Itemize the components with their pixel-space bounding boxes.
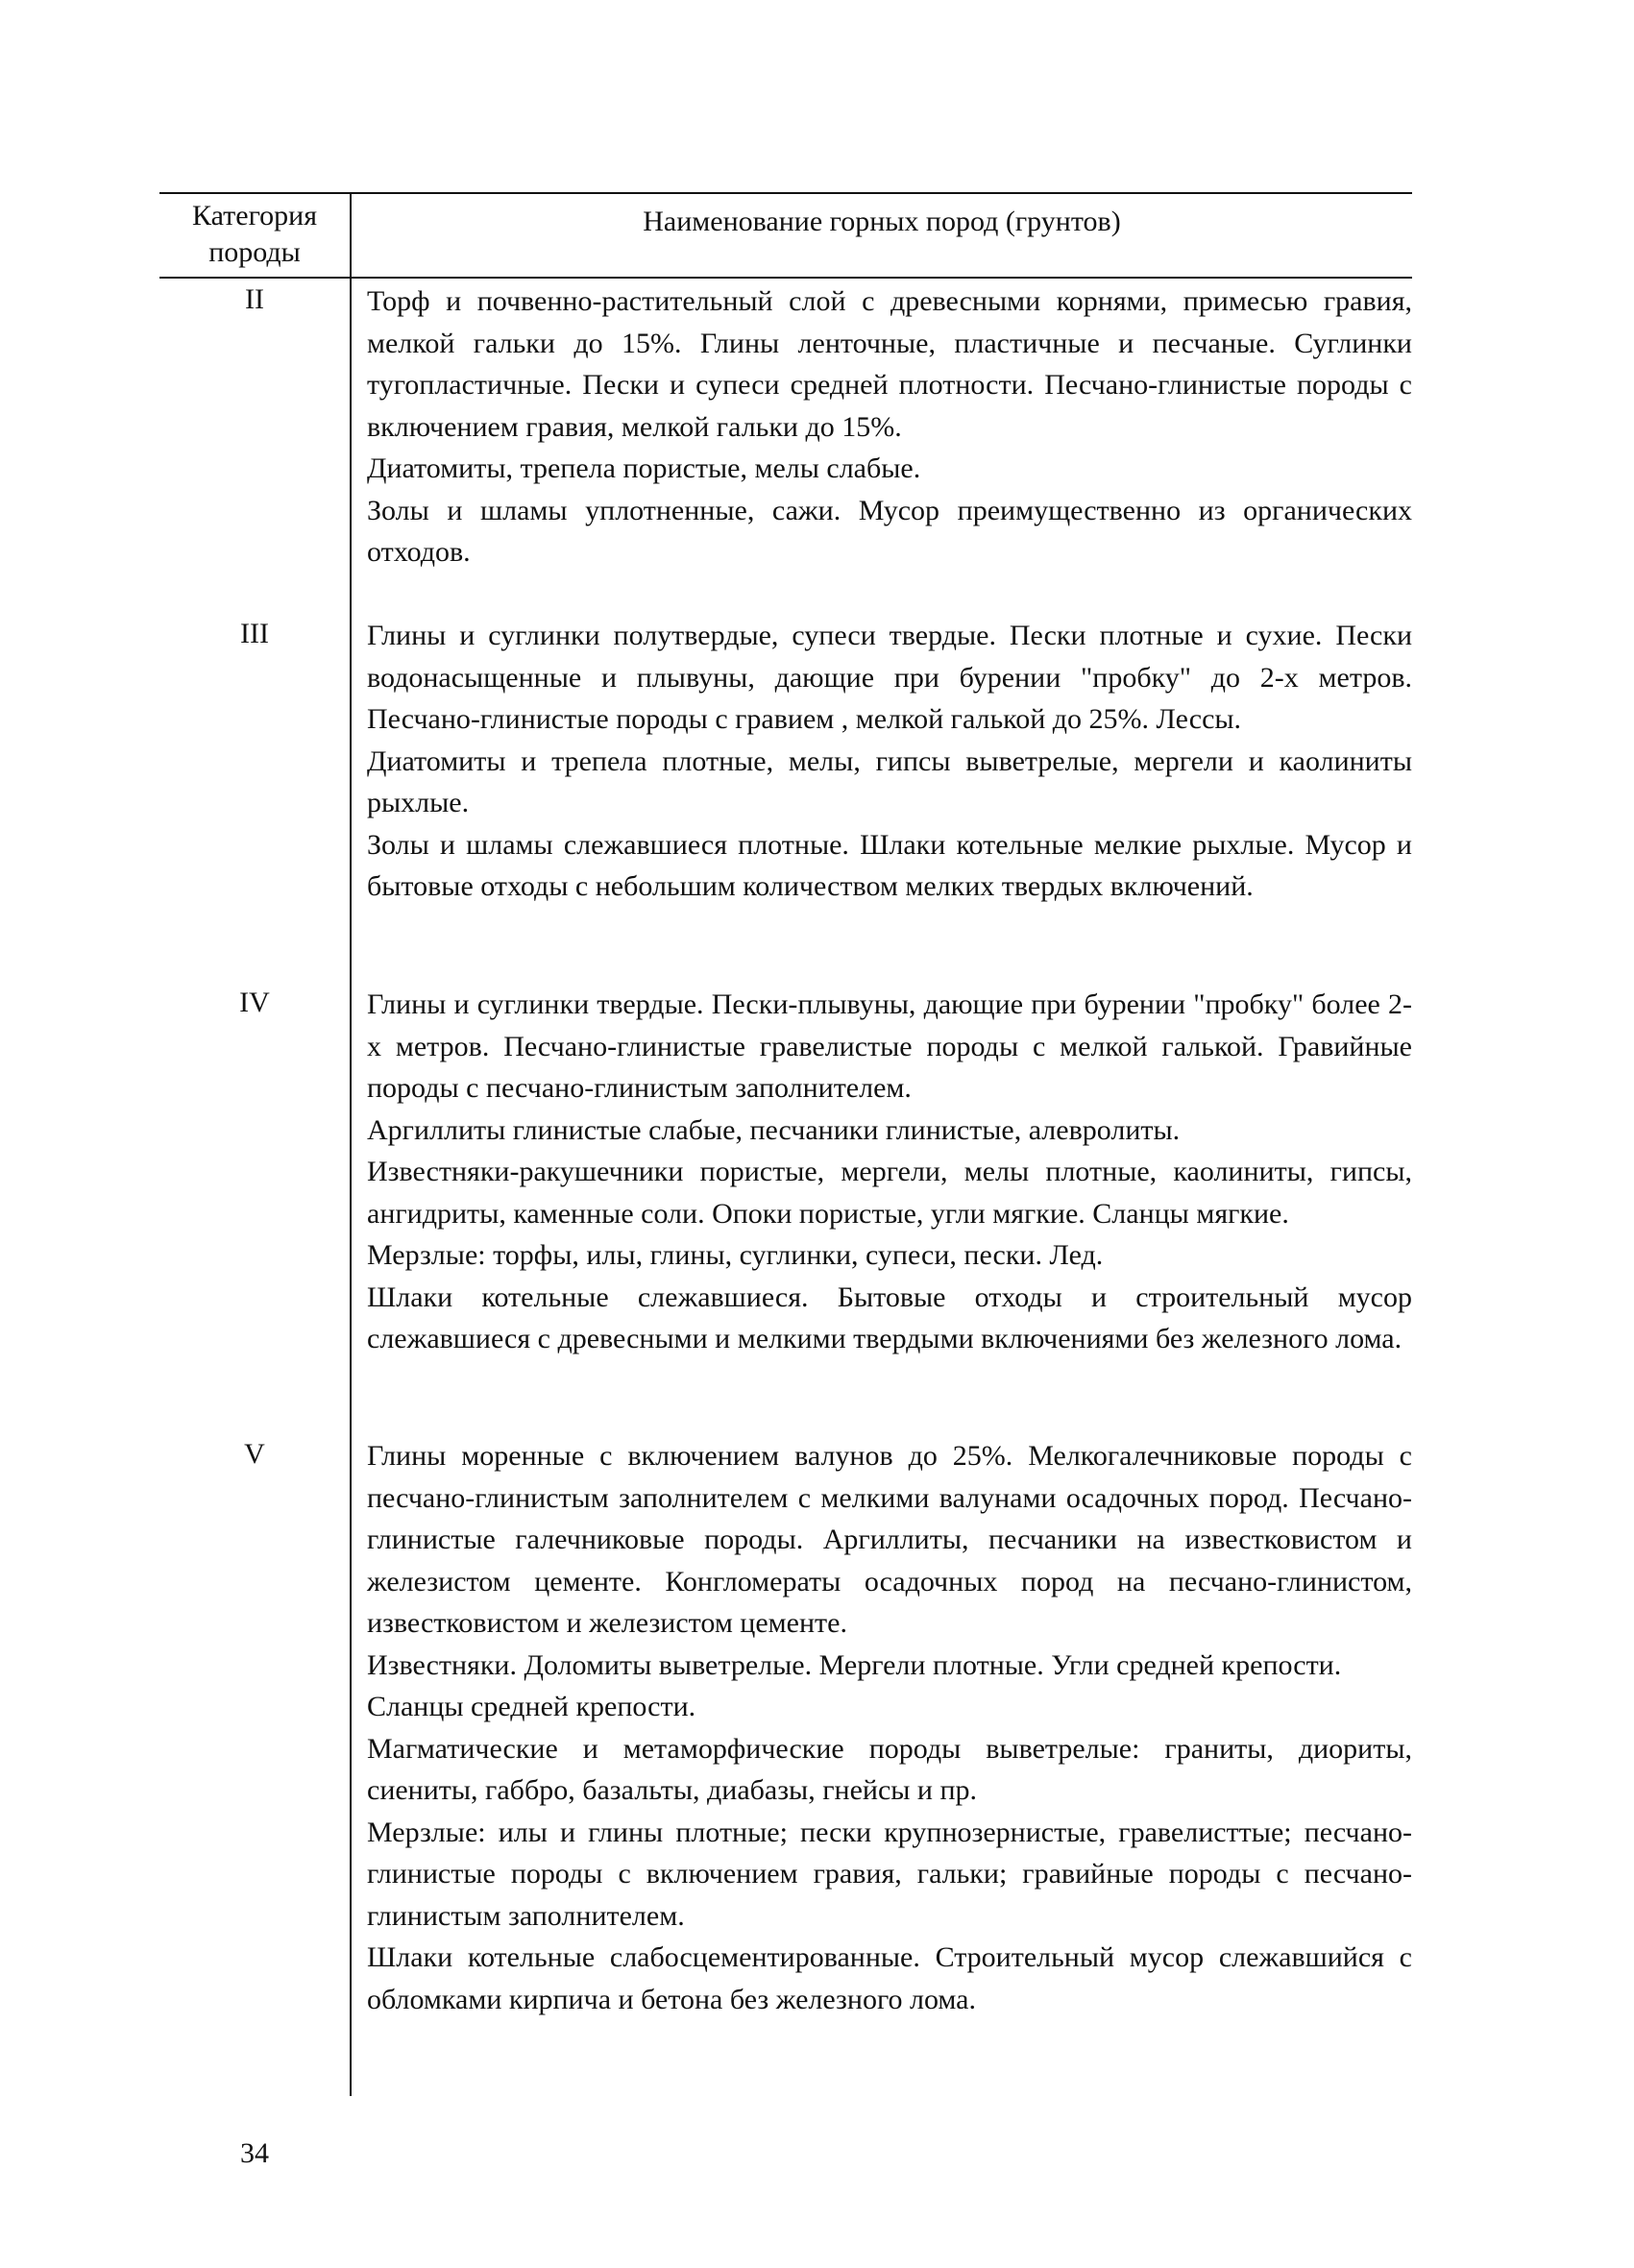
table-header-rule	[159, 277, 1412, 279]
row-v-paragraph: Сланцы средней крепости.	[367, 1691, 696, 1722]
row-iv-paragraph: Аргиллиты глинистые слабые, песчаники глинистые, алевролиты.	[367, 1113, 1181, 1146]
header-name: Наименование горных пород (грунтов)	[643, 206, 1121, 237]
row-v-paragraph: Известняки. Доломиты выветрелые. Мергели плотные. Угли средней крепости.	[367, 1648, 1342, 1681]
table-top-rule	[159, 192, 1412, 194]
row-body-iii	[367, 615, 1412, 908]
row-ii-paragraph: Диатомиты, трепела пористые, мелы слабые.	[367, 452, 921, 484]
row-iv-paragraph: Глины и суглинки твердые. Пески-плывуны, дающие при бурении "пробку" более 2-х метров. Песчано-глинистые гравелистые породы с мелкой галькой. Гравийные породы с песчано-глинистым заполнителем.	[367, 988, 1412, 1104]
row-category-ii: II	[245, 283, 264, 315]
row-category-iv: IV	[239, 987, 270, 1018]
row-v-paragraph: Шлаки котельные слабосцементированные. Строительный мусор слежавшийся с обломками кирпича и бетона без железного лома.	[367, 1941, 1412, 2015]
row-iv-paragraph: Мерзлые: торфы, илы, глины, суглинки, супеси, пески. Лед.	[367, 1239, 1104, 1271]
row-iv-paragraph: Известняки-ракушечники пористые, мергели, мелы плотные, каолиниты, гипсы, ангидриты, каменные соли. Опоки пористые, угли мягкие. Сланцы мягкие.	[367, 1156, 1412, 1230]
row-v-paragraph: Глины моренные с включением валунов до 25%. Мелкогалечниковые породы с песчано-глинистым заполнителем с мелкими валунами осадочных пород. Песчано-глинистые галечниковые породы. Аргиллиты, песчаники на известковистом и железистом цементе. Конгломераты осадочных пород на песчано-глинистом, известковистом и железистом цементе.	[367, 1440, 1412, 1639]
row-iv-paragraph: Шлаки котельные слежавшиеся. Бытовые отходы и строительный мусор слежавшиеся с древесными и мелкими твердыми включениями без железного лома.	[367, 1280, 1412, 1354]
row-iii-paragraph: Золы и шламы слежавшиеся плотные. Шлаки котельные мелкие рыхлые. Мусор и бытовые отходы с небольшим количеством мелких твердых включений.	[367, 828, 1412, 902]
page-number: 34	[240, 2137, 269, 2169]
row-body-iv	[367, 984, 1412, 1360]
row-iii-paragraph: Диатомиты и трепела плотные, мелы, гипсы выветрелые, мергели и каолиниты рыхлые.	[367, 744, 1412, 818]
row-v-paragraph: Мерзлые: илы и глины плотные; пески крупнозернистые, гравелисттые; песчано-глинистые породы с включением гравия, гальки; гравийные породы с песчано-глинистым заполнителем.	[367, 1816, 1412, 1932]
row-ii-paragraph: Торф и почвенно-растительный слой с древесными корнями, примесью гравия, мелкой гальки до 15%. Глины ленточные, пластичные и песчаные. Суглинки тугопластичные. Пески и супеси средней плотности. Песчано-глинистые породы с включением гравия, мелкой гальки до 15%.	[367, 285, 1412, 443]
row-category-v: V	[244, 1438, 265, 1470]
table-column-divider	[350, 192, 352, 2096]
row-body-ii	[367, 280, 1412, 573]
row-category-iii: III	[240, 618, 269, 649]
row-ii-paragraph: Золы и шламы уплотненные, сажи. Мусор преимущественно из органических отходов.	[367, 494, 1412, 568]
header-category: Категория породы	[192, 200, 317, 268]
row-body-v	[367, 1435, 1412, 2020]
row-v-paragraph: Магматические и метаморфические породы выветрелые: граниты, диориты, сиениты, габбро, базальты, диабазы, гнейсы и пр.	[367, 1732, 1412, 1806]
row-iii-paragraph: Глины и суглинки полутвердые, супеси твердые. Пески плотные и сухие. Пески водонасыщенные и плывуны, дающие при бурении "пробку" до 2-х метров. Песчано-глинистые породы с гравием , мелкой галькой до 25%. Лессы.	[367, 620, 1412, 735]
